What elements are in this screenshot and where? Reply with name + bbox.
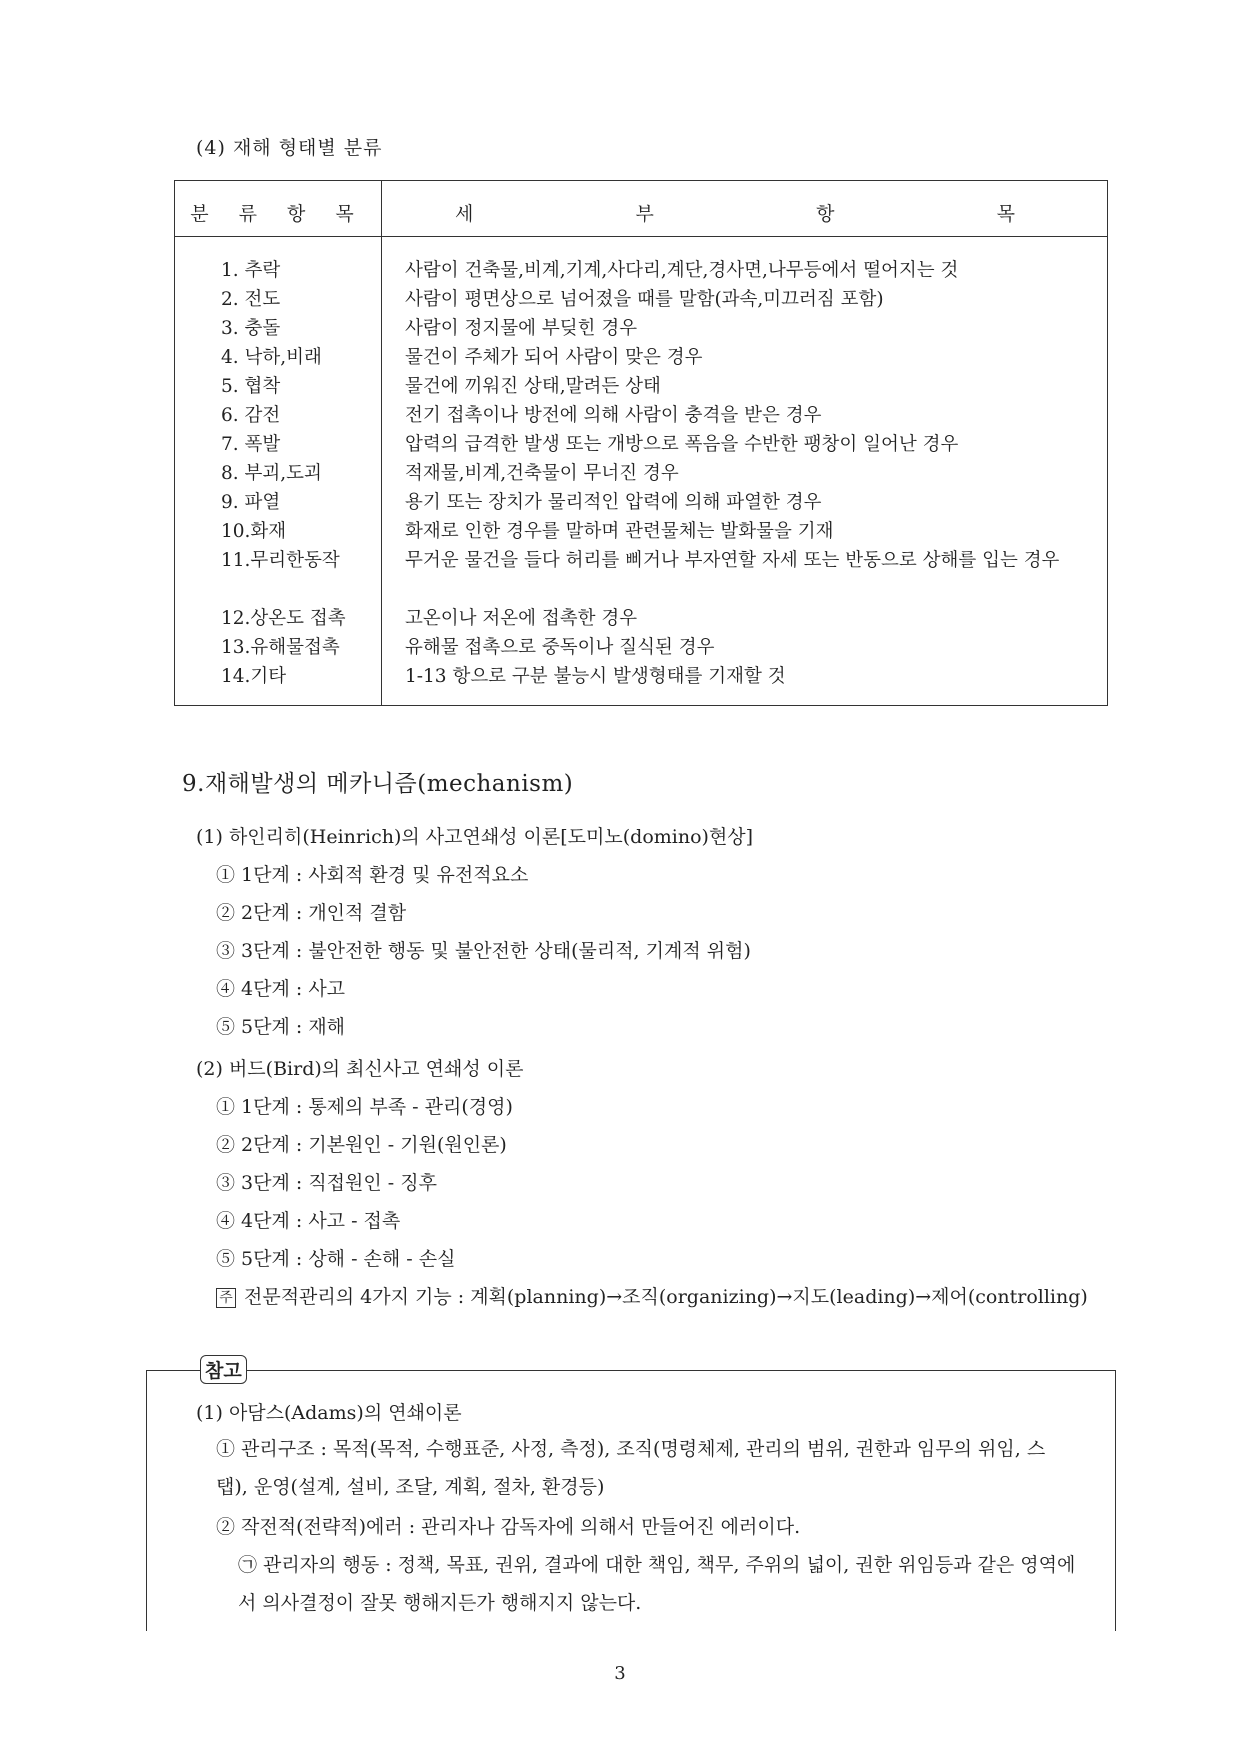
table-row — [175, 546, 1107, 604]
table-header-detail — [455, 199, 1015, 226]
row-description: 화재로 인한 경우를 말하며 관련물체는 발화물을 기재 — [405, 521, 834, 542]
row-category: 12.상온도 접촉 — [221, 608, 346, 629]
heinrich-step: ① 1단계 : 사회적 환경 및 유전적요소 — [216, 864, 529, 886]
row-category: 11.무리한동작 — [221, 550, 340, 571]
table-row — [175, 285, 1107, 314]
row-description: 용기 또는 장치가 물리적인 압력에 의해 파열한 경우 — [405, 492, 822, 513]
row-category: 5. 협착 — [221, 376, 281, 397]
adams-item-1: ① 관리구조 : 목적(목적, 수행표준, 사정, 측정), 조직(명령체제, 관리의 범위, 권한과 임무의 위임, 스탭), 운영(설계, 설비, 조달, 계획, 절차, 환경등) — [216, 1438, 1046, 1498]
row-description: 전기 접촉이나 방전에 의해 사람이 충격을 받은 경우 — [405, 405, 822, 426]
bird-title: (2) 버드(Bird)의 최신사고 연쇄성 이론 — [196, 1058, 524, 1080]
row-category: 2. 전도 — [221, 289, 281, 310]
bird-step: ③ 3단계 : 직접원인 - 징후 — [216, 1172, 437, 1194]
table-row — [175, 430, 1107, 459]
table-row — [175, 662, 1107, 691]
table-row — [175, 343, 1107, 372]
table-header-detail-char: 세 — [455, 203, 474, 225]
table-header-detail-char: 부 — [635, 203, 654, 225]
adams-title: (1) 아담스(Adams)의 연쇄이론 — [196, 1402, 462, 1424]
row-category: 13.유해물접촉 — [221, 637, 340, 658]
table-row — [175, 256, 1107, 285]
row-category: 7. 폭발 — [221, 434, 281, 455]
table-row — [175, 372, 1107, 401]
table-row — [175, 633, 1107, 662]
page-number: 3 — [614, 1663, 626, 1684]
table-row — [175, 517, 1107, 546]
heinrich-step: ④ 4단계 : 사고 — [216, 978, 346, 1000]
row-description: 물건에 끼워진 상태,말려든 상태 — [405, 376, 661, 397]
heinrich-step: ③ 3단계 : 불안전한 행동 및 불안전한 상태(물리적, 기계적 위험) — [216, 940, 751, 962]
bird-note — [216, 1282, 1088, 1309]
table-row — [175, 488, 1107, 517]
table-header-category: 분 류 항 목 — [190, 203, 366, 225]
section-subheading: (4) 재해 형태별 분류 — [196, 137, 383, 159]
classification-table — [174, 180, 1108, 706]
row-description: 사람이 건축물,비계,기계,사다리,계단,경사면,나무등에서 떨어지는 것 — [405, 260, 959, 281]
heinrich-step: ② 2단계 : 개인적 결함 — [216, 902, 407, 924]
bird-step: ② 2단계 : 기본원인 - 기원(원인론) — [216, 1134, 507, 1156]
table-row — [175, 314, 1107, 343]
table-body — [175, 256, 1107, 691]
table-row — [175, 459, 1107, 488]
adams-item-2: ② 작전적(전략적)에러 : 관리자나 감독자에 의해서 만들어진 에러이다. — [216, 1516, 801, 1538]
note-mark-icon: 주 — [216, 1288, 236, 1308]
table-header-detail-char: 항 — [816, 203, 835, 225]
section-heading-mechanism: 9.재해발생의 메카니즘(mechanism) — [182, 771, 574, 797]
table-header-detail-char: 목 — [996, 203, 1015, 225]
row-category: 4. 낙하,비래 — [221, 347, 322, 368]
table-row — [175, 401, 1107, 430]
row-category: 10.화재 — [221, 521, 287, 542]
row-description: 유해물 접촉으로 중독이나 질식된 경우 — [405, 637, 715, 658]
row-description: 물건이 주체가 되어 사람이 맞은 경우 — [405, 347, 703, 368]
row-description: 적재물,비계,건축물이 무너진 경우 — [405, 463, 679, 484]
row-category: 14.기타 — [221, 666, 287, 687]
row-category: 3. 충돌 — [221, 318, 281, 339]
bird-step: ⑤ 5단계 : 상해 - 손해 - 손실 — [216, 1248, 456, 1270]
reference-tag: 참고 — [200, 1355, 247, 1384]
bird-step: ④ 4단계 : 사고 - 접촉 — [216, 1210, 401, 1232]
row-description: 사람이 평면상으로 넘어졌을 때를 말함(과속,미끄러짐 포함) — [405, 289, 884, 310]
row-category: 8. 부괴,도괴 — [221, 463, 322, 484]
row-category: 6. 감전 — [221, 405, 281, 426]
table-header-divider — [175, 236, 1107, 237]
row-description: 1-13 항으로 구분 불능시 발생형태를 기재할 것 — [405, 666, 786, 687]
row-description: 무거운 물건을 들다 허리를 삐거나 부자연할 자세 또는 반동으로 상해를 입는 경우 — [405, 550, 1060, 571]
table-row — [175, 604, 1107, 633]
row-description: 압력의 급격한 발생 또는 개방으로 폭음을 수반한 팽창이 일어난 경우 — [405, 434, 959, 455]
bird-step: ① 1단계 : 통제의 부족 - 관리(경영) — [216, 1096, 513, 1118]
row-category: 1. 추락 — [221, 260, 281, 281]
adams-item-3: ㉠ 관리자의 행동 : 정책, 목표, 권위, 결과에 대한 책임, 책무, 주위의 넓이, 권한 위임등과 같은 영역에서 의사결정이 잘못 행해지든가 행해지지 않는다. — [238, 1554, 1076, 1614]
bird-note-text: 전문적관리의 4가지 기능 : 계획(planning)→조직(organizing)→지도(leading)→제어(controlling) — [244, 1286, 1088, 1308]
heinrich-title: (1) 하인리히(Heinrich)의 사고연쇄성 이론[도미노(domino)현상] — [196, 826, 754, 848]
row-description: 사람이 정지물에 부딪힌 경우 — [405, 318, 638, 339]
row-category: 9. 파열 — [221, 492, 281, 513]
heinrich-step: ⑤ 5단계 : 재해 — [216, 1016, 346, 1038]
row-description: 고온이나 저온에 접촉한 경우 — [405, 608, 638, 629]
